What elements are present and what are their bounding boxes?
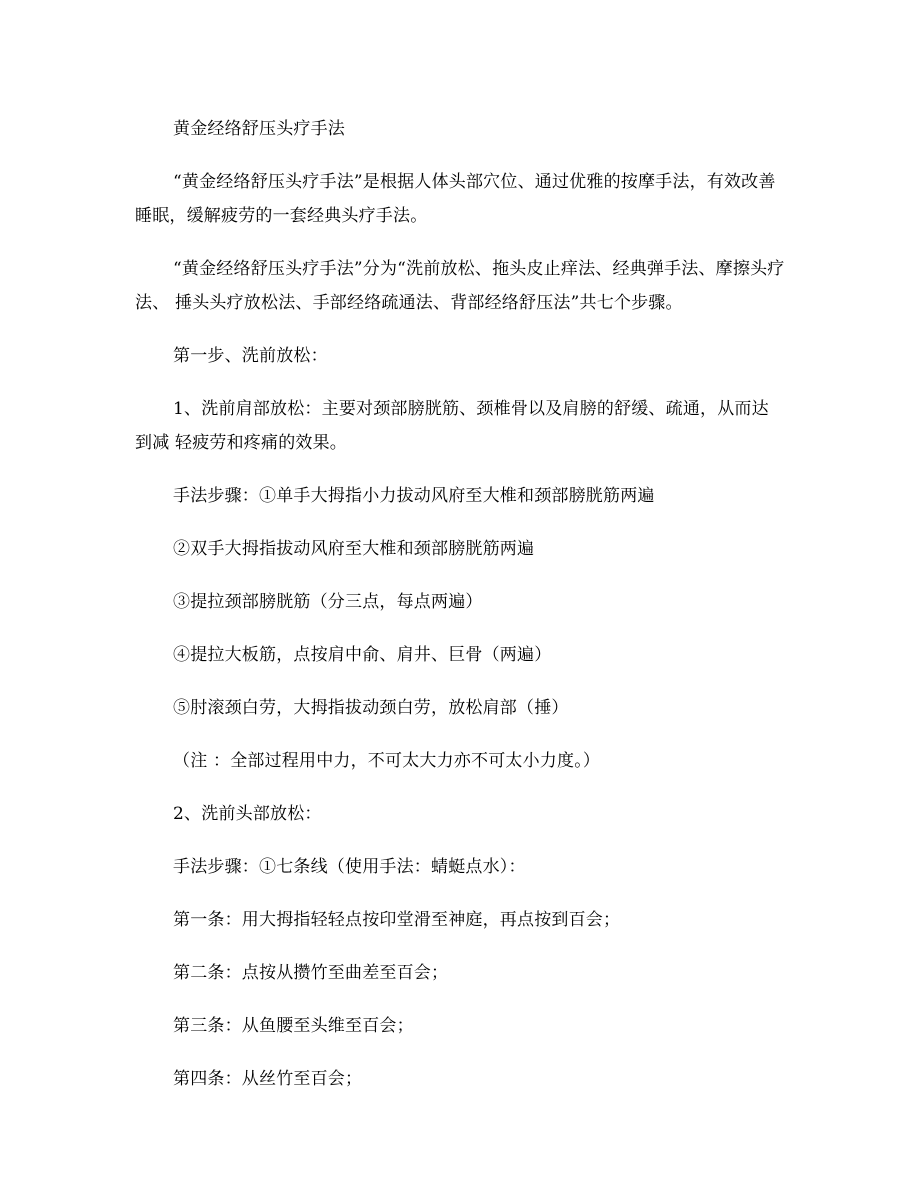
shoulder-step-3-line: ③提拉颈部膀胱筋（分三点，每点两遍） <box>173 592 483 612</box>
shoulder-step-5-line: ⑤肘滚颈白劳，大拇指拔动颈白劳，放松肩部（捶） <box>173 698 569 718</box>
line-2-paragraph: 第二条：点按从攒竹至曲差至百会； <box>173 963 449 983</box>
shoulder-step-2-line: ②双手大拇指拔动风府至大椎和颈部膀胱筋两遍 <box>173 539 535 559</box>
document-body <box>135 112 785 1115</box>
shoulder-step-4-line: ④提拉大板筋，点按肩中俞、肩井、巨骨（两遍） <box>173 645 552 665</box>
document-title: 黄金经络舒压头疗手法 <box>173 119 345 139</box>
head-steps-line: 手法步骤：①七条线（使用手法：蜻蜓点水）： <box>173 857 526 877</box>
line-4-paragraph: 第四条：从丝竹至百会； <box>173 1069 363 1089</box>
intro-paragraph: “黄金经络舒压头疗手法”是根据人体头部穴位、通过优雅的按摩手法，有效改善睡眠，缓解疲劳的一套经典头疗手法。 <box>135 172 776 226</box>
steps-overview-paragraph: “黄金经络舒压头疗手法”分为“洗前放松、拖头皮止痒法、经典弹手法、摩擦头疗法、 捶头头疗放松法、手部经络疏通法、背部经络舒压法”共七个步骤。 <box>135 259 785 313</box>
line-1-paragraph: 第一条：用大拇指轻轻点按印堂滑至神庭，再点按到百会； <box>173 910 621 930</box>
step-1-heading: 第一步、洗前放松： <box>173 346 328 366</box>
shoulder-steps-line: 手法步骤：①单手大拇指小力拔动风府至大椎和颈部膀胱筋两遍 <box>173 486 655 506</box>
shoulder-note: （注 ：全部过程用中力，不可太大力亦不可太小力度。） <box>173 751 601 771</box>
shoulder-relax-paragraph: 1、洗前肩部放松：主要对颈部膀胱筋、颈椎骨以及肩膀的舒缓、疏通，从而达到减 轻疲劳和疼痛的效果。 <box>135 399 769 453</box>
head-relax-heading: 2、洗前头部放松： <box>173 804 322 824</box>
line-3-paragraph: 第三条：从鱼腰至头维至百会； <box>173 1016 414 1036</box>
